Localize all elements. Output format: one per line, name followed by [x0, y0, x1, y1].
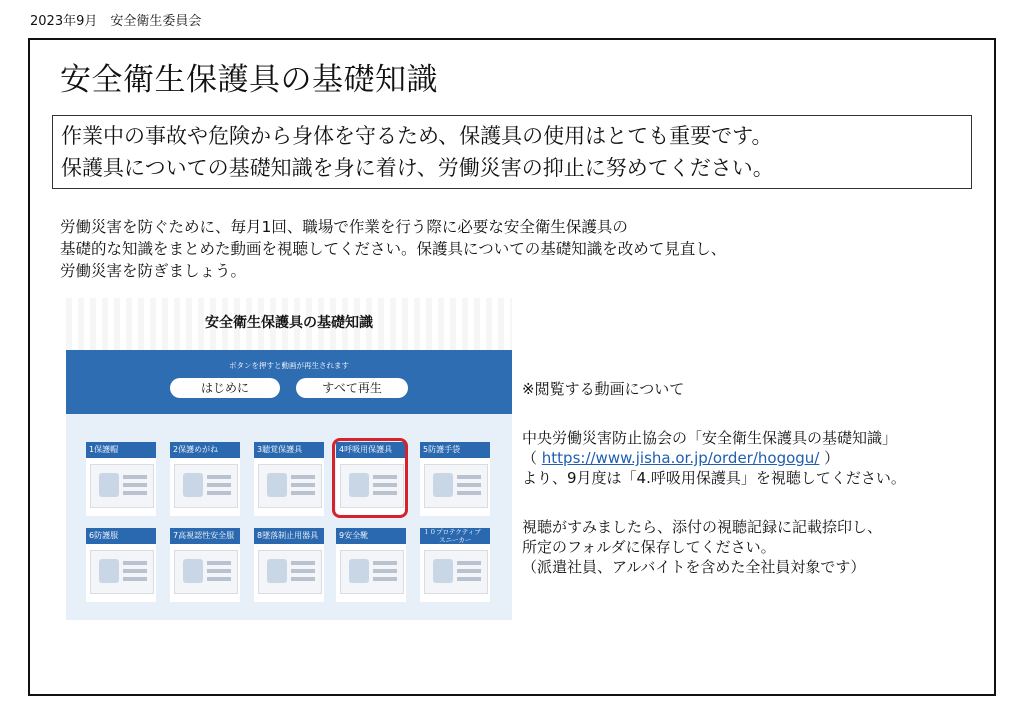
tile-thumbnail	[174, 464, 238, 508]
start-button: はじめに	[170, 378, 280, 398]
highlight-frame	[332, 438, 408, 518]
tile-label: 8墜落制止用器具	[254, 528, 324, 544]
tile-thumbnail	[258, 464, 322, 508]
intro-line-1: 作業中の事故や危険から身体を守るため、保護具の使用はとても重要です。	[61, 124, 773, 148]
side-line-3: より、9月度は「4.呼吸用保護具」を視聴してください。	[522, 469, 906, 487]
band-caption: ボタンを押すと動画が再生されます	[229, 361, 349, 370]
video-menu-screenshot	[66, 298, 512, 620]
side-note	[522, 517, 882, 577]
body-line-2: 基礎的な知識をまとめた動画を視聴してください。保護具についての基礎知識を改めて見直し、	[60, 240, 727, 258]
tile-thumbnail	[90, 550, 154, 594]
side-heading: ※閲覧する動画について	[522, 380, 685, 398]
video-tile-5	[420, 442, 490, 516]
side-instructions	[522, 428, 906, 488]
video-tile-6	[86, 528, 156, 602]
tile-label-line-1: １０プロテクティブ	[423, 528, 481, 536]
tile-label	[420, 528, 490, 544]
screenshot-button-band	[66, 350, 512, 414]
video-tile-10	[420, 528, 490, 602]
note-line-3: （派遣社員、アルバイトを含めた全社員対象です）	[522, 558, 866, 576]
note-line-2: 所定のフォルダに保存してください。	[522, 538, 776, 556]
video-tile-8	[254, 528, 324, 602]
video-tile-3	[254, 442, 324, 516]
tile-label: 2保護めがね	[170, 442, 240, 458]
page-title: 安全衛生保護具の基礎知識	[60, 62, 438, 98]
tile-label: 1保護帽	[86, 442, 156, 458]
tile-label: 6防護服	[86, 528, 156, 544]
tile-label: 4呼吸用保護具	[336, 442, 406, 458]
tile-label-line-2: スニーカー	[439, 536, 472, 544]
paren-open: （	[522, 449, 542, 467]
tile-label: 7高視認性安全服	[170, 528, 240, 544]
video-tile-7	[170, 528, 240, 602]
video-tile-grid	[66, 414, 512, 620]
video-tile-9	[336, 528, 406, 602]
note-line-1: 視聴がすみましたら、添付の視聴記録に記載捺印し、	[522, 518, 883, 536]
tile-label: 3聴覚保護具	[254, 442, 324, 458]
tile-thumbnail	[90, 464, 154, 508]
jisha-link[interactable]: https://www.jisha.or.jp/order/hogogu/	[541, 449, 820, 467]
play-all-button: すべて再生	[296, 378, 408, 398]
paren-close: ）	[819, 449, 840, 467]
tile-thumbnail	[174, 550, 238, 594]
link-line	[522, 448, 906, 468]
tile-thumbnail	[258, 550, 322, 594]
video-tile-2	[170, 442, 240, 516]
header-note: 2023年9月 安全衛生委員会	[30, 14, 202, 29]
tile-thumbnail	[424, 464, 488, 508]
video-tile-1	[86, 442, 156, 516]
tile-label: 9安全靴	[336, 528, 406, 544]
intro-line-2: 保護具についての基礎知識を身に着け、労働災害の抑止に努めてください。	[61, 156, 774, 180]
tile-thumbnail	[340, 550, 404, 594]
body-line-3: 労働災害を防ぎましょう。	[60, 262, 247, 280]
body-text	[60, 216, 980, 282]
intro-box	[52, 115, 972, 189]
side-line-1: 中央労働災害防止協会の「安全衛生保護具の基礎知識」	[522, 429, 898, 447]
body-line-1: 労働災害を防ぐために、毎月1回、職場で作業を行う際に必要な安全衛生保護具の	[60, 218, 628, 236]
tile-label: 5防護手袋	[420, 442, 490, 458]
tile-thumbnail	[424, 550, 488, 594]
screenshot-title: 安全衛生保護具の基礎知識	[205, 315, 373, 331]
